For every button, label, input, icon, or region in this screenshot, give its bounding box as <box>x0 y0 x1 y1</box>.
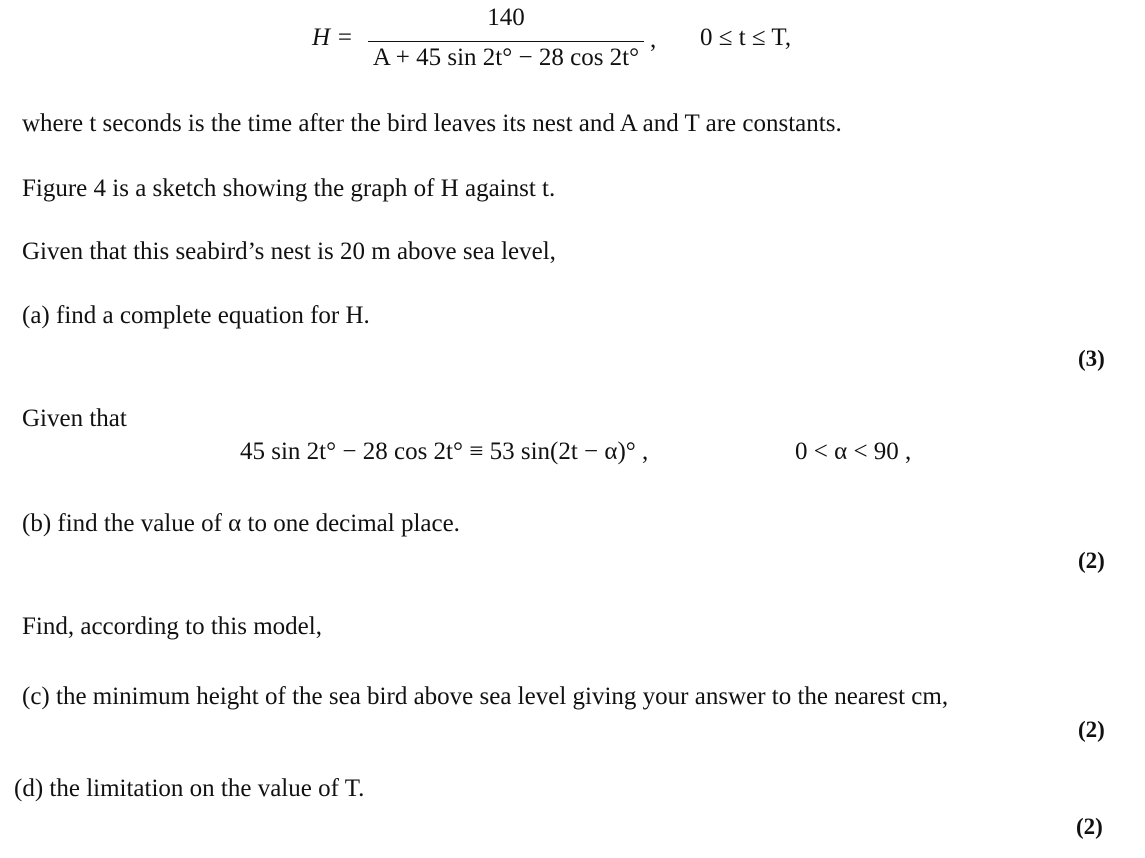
marks-c: (2) <box>1078 717 1105 742</box>
part-c: (c) the minimum height of the sea bird above sea level giving your answer to the nearest cm, <box>22 683 949 710</box>
formula-denominator: A + 45 sin 2t° − 28 cos 2t° <box>372 44 640 71</box>
identity-line: 45 sin 2t° − 28 cos 2t° ≡ 53 sin(2t − α)° , <box>240 438 649 465</box>
height-formula <box>312 4 852 76</box>
formula-lhs: H = <box>312 24 354 51</box>
formula-separator: , <box>650 26 657 53</box>
marks-b: (2) <box>1078 548 1105 573</box>
part-b: (b) find the value of α to one decimal place. <box>22 510 460 537</box>
figure-line: Figure 4 is a sketch showing the graph of H against t. <box>22 175 556 202</box>
fraction-bar <box>368 41 644 42</box>
part-d: (d) the limitation on the value of T. <box>14 775 365 802</box>
given-nest-line: Given that this seabird’s nest is 20 m above sea level, <box>22 238 556 265</box>
formula-numerator: 140 <box>487 4 525 31</box>
where-line: where t seconds is the time after the bird leaves its nest and A and T are constants. <box>22 110 842 137</box>
given-that-line: Given that <box>22 405 127 432</box>
part-a: (a) find a complete equation for H. <box>22 302 370 329</box>
marks-a: (3) <box>1078 346 1105 371</box>
alpha-range: 0 < α < 90 , <box>795 438 912 465</box>
find-model-line: Find, according to this model, <box>22 613 322 640</box>
marks-d: (2) <box>1076 814 1103 839</box>
formula-domain: 0 ≤ t ≤ T, <box>700 24 792 51</box>
